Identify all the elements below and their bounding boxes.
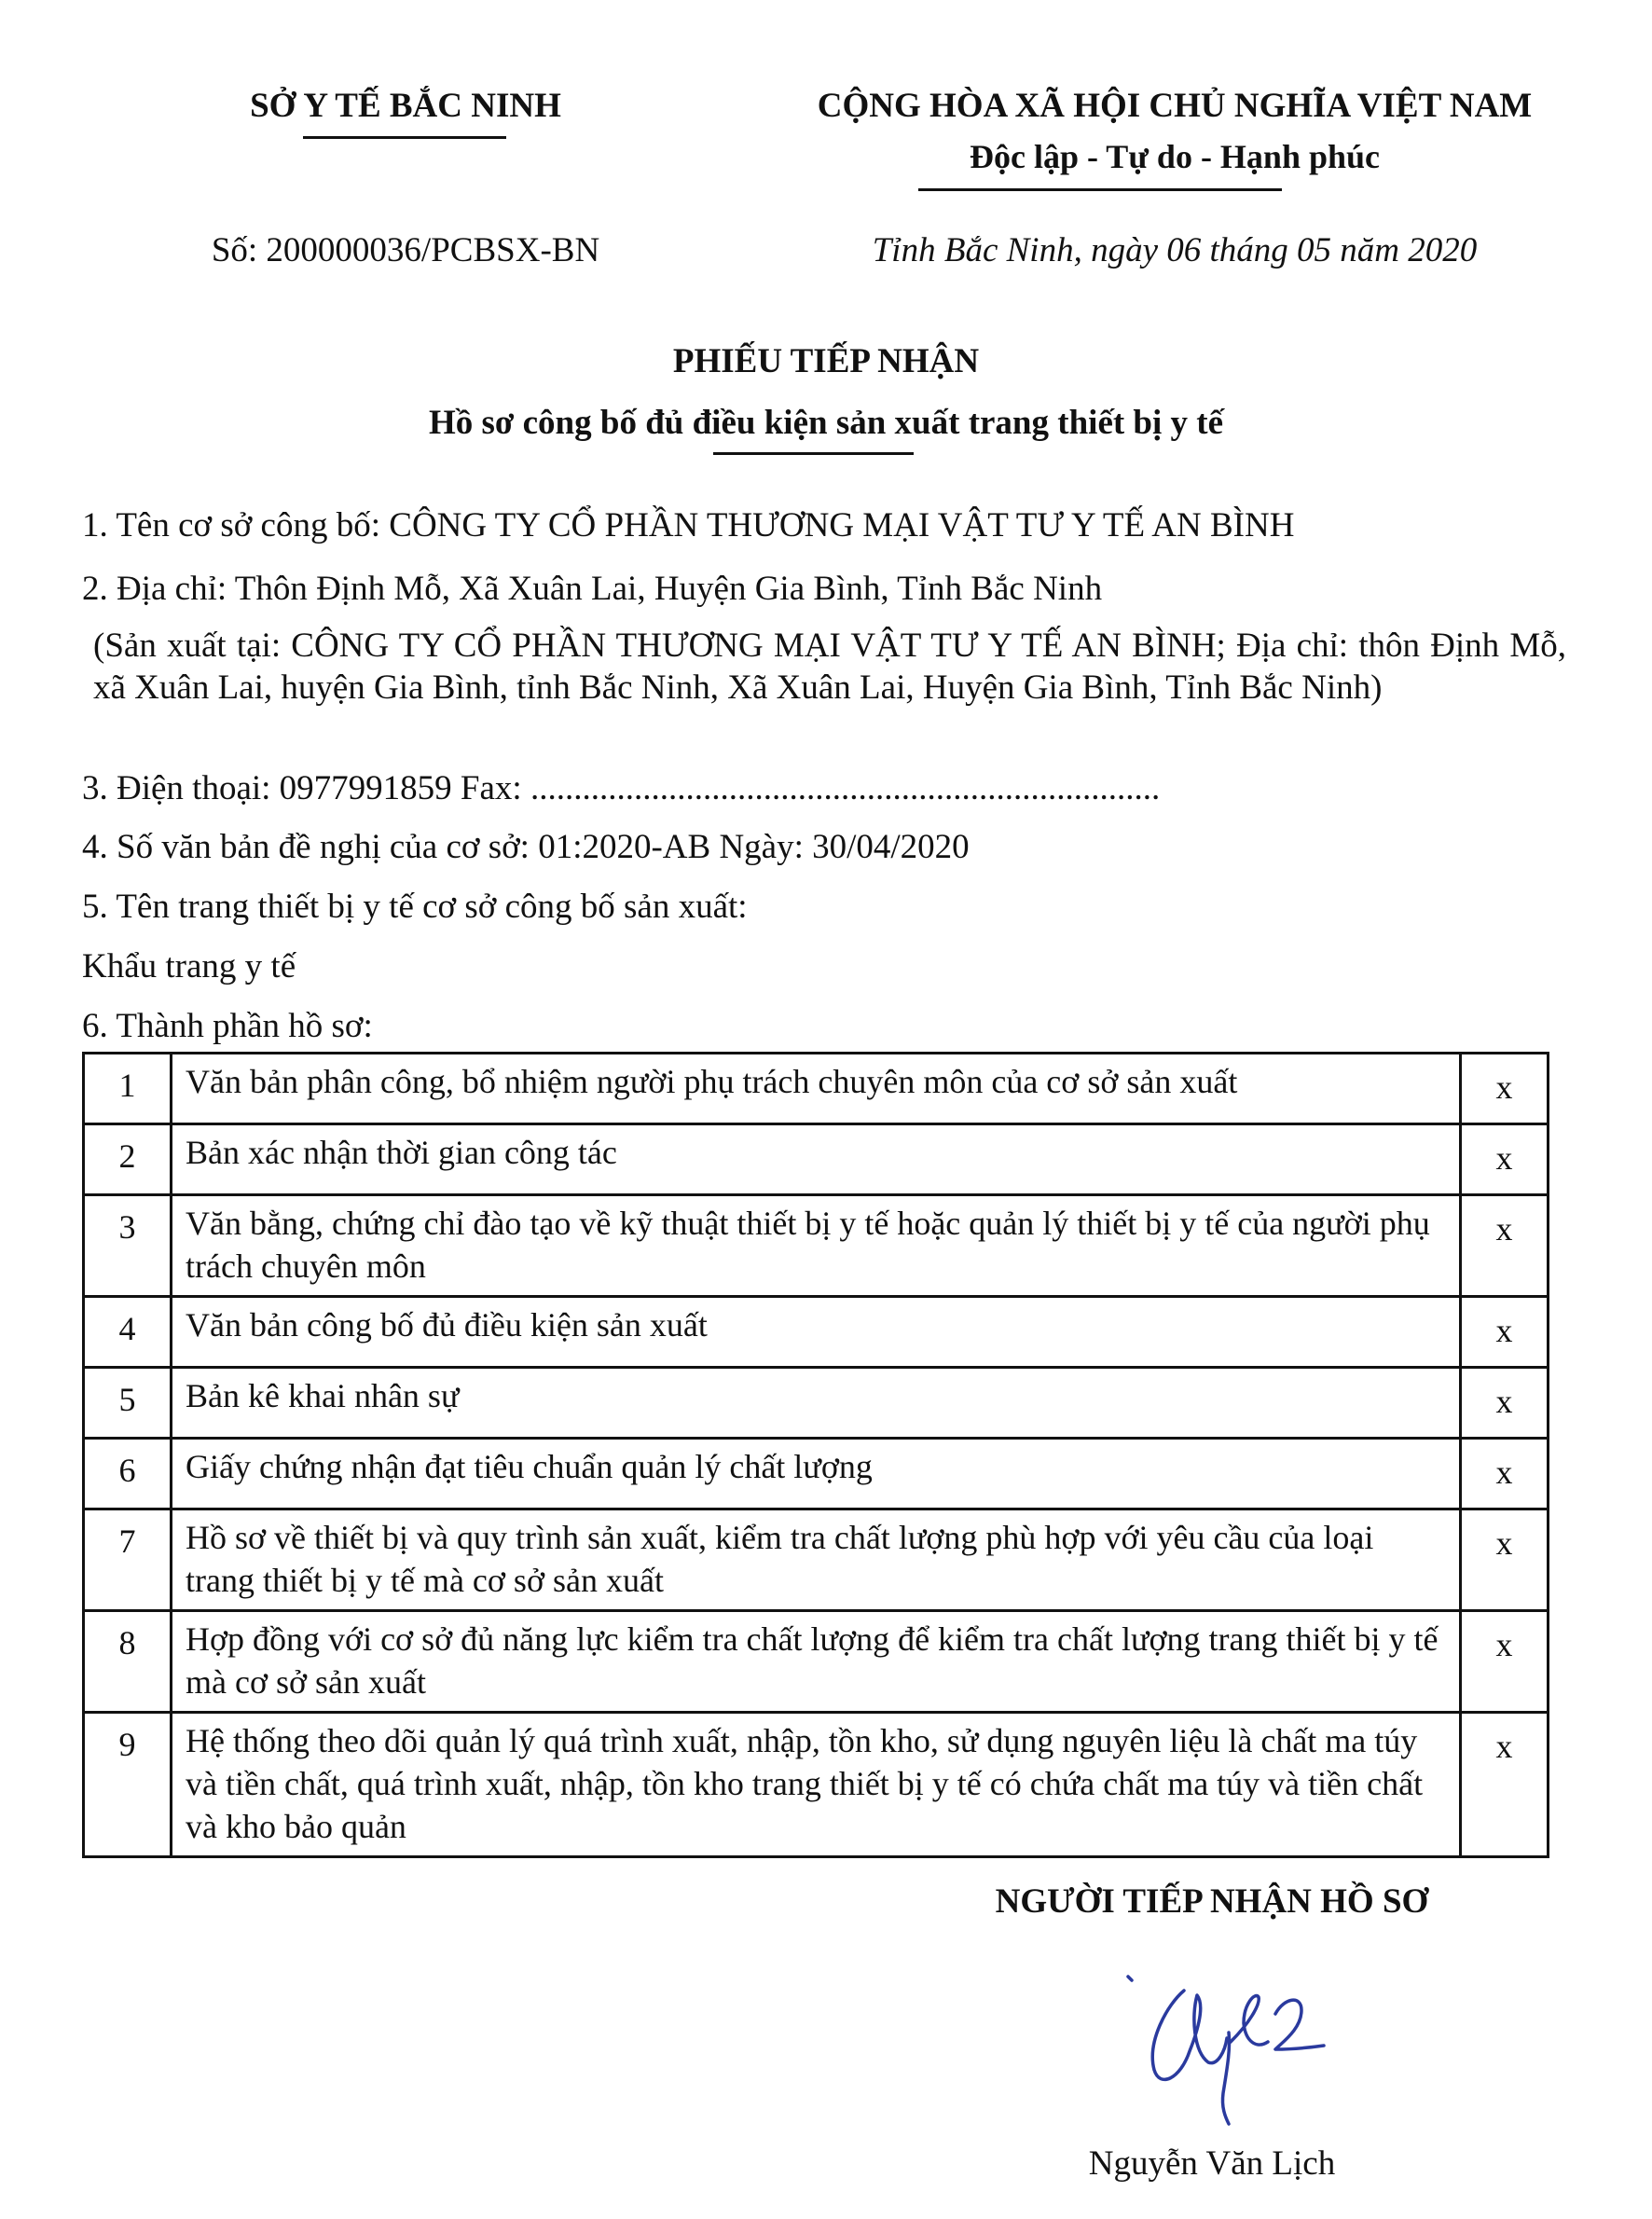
device-name-value: Khẩu trang y tế: [82, 947, 296, 985]
row-number: 6: [84, 1439, 172, 1509]
document-number: Số: 200000036/PCBSX-BN: [211, 231, 600, 269]
facility-address: 2. Địa chỉ: Thôn Định Mỗ, Xã Xuân Lai, Huyện Gia Bình, Tỉnh Bắc Ninh: [82, 570, 1103, 608]
row-description: Bản kê khai nhân sự: [172, 1368, 1461, 1439]
motto: Độc lập - Tự do - Hạnh phúc: [969, 138, 1381, 175]
row-number: 2: [84, 1124, 172, 1195]
agency-underline: [303, 136, 506, 139]
row-description: Bản xác nhận thời gian công tác: [172, 1124, 1461, 1195]
facility-name: 1. Tên cơ sở công bố: CÔNG TY CỔ PHẦN THƯƠNG MẠI VẬT TƯ Y TẾ AN BÌNH: [82, 506, 1295, 544]
row-checkmark: x: [1461, 1195, 1549, 1297]
document-subtitle: Hồ sơ công bố đủ điều kiện sản xuất trang thiết bị y tế: [428, 404, 1224, 442]
row-checkmark: x: [1461, 1054, 1549, 1124]
table-row: [84, 1611, 1549, 1713]
table-row: [84, 1297, 1549, 1368]
device-name-label: 5. Tên trang thiết bị y tế cơ sở công bố sản xuất:: [82, 888, 748, 926]
row-number: 1: [84, 1054, 172, 1124]
table-row: [84, 1509, 1549, 1611]
dossier-components-label: 6. Thành phần hồ sơ:: [82, 1007, 373, 1045]
row-checkmark: x: [1461, 1297, 1549, 1368]
dossier-components-table: [82, 1052, 1549, 1858]
request-document-number: 4. Số văn bản đề nghị của cơ sở: 01:2020-AB Ngày: 30/04/2020: [82, 828, 970, 866]
row-number: 3: [84, 1195, 172, 1297]
contact-phone-fax: 3. Điện thoại: 0977991859 Fax: .........................................................................: [82, 769, 1161, 807]
row-description: Văn bản công bố đủ điều kiện sản xuất: [172, 1297, 1461, 1368]
row-description: Giấy chứng nhận đạt tiêu chuẩn quản lý chất lượng: [172, 1439, 1461, 1509]
row-checkmark: x: [1461, 1124, 1549, 1195]
row-number: 5: [84, 1368, 172, 1439]
table-row: [84, 1124, 1549, 1195]
row-checkmark: x: [1461, 1611, 1549, 1713]
row-number: 8: [84, 1611, 172, 1713]
row-number: 4: [84, 1297, 172, 1368]
receiver-name: Nguyễn Văn Lịch: [1088, 2144, 1336, 2183]
motto-underline: [918, 188, 1282, 191]
table-row: [84, 1054, 1549, 1124]
row-checkmark: x: [1461, 1439, 1549, 1509]
country-name: CỘNG HÒA XÃ HỘI CHỦ NGHĨA VIỆT NAM: [817, 87, 1533, 125]
row-checkmark: x: [1461, 1368, 1549, 1439]
table-row: [84, 1439, 1549, 1509]
row-number: 9: [84, 1713, 172, 1857]
document-title: PHIẾU TIẾP NHẬN: [672, 342, 980, 380]
agency-name: SỞ Y TẾ BẮC NINH: [250, 87, 561, 125]
table-row: [84, 1368, 1549, 1439]
row-description: Hệ thống theo dõi quản lý quá trình xuất, nhập, tồn kho, sử dụng nguyên liệu là chất ma túy và tiền chất, quá trình xuất, nhập, tồn kho trang thiết bị y tế có chứa chất ma túy và tiền chất và kho bảo quản: [172, 1713, 1461, 1857]
receiver-role: NGƯỜI TIẾP NHẬN HỒ SƠ: [995, 1882, 1429, 1921]
row-checkmark: x: [1461, 1713, 1549, 1857]
place-and-date: Tỉnh Bắc Ninh, ngày 06 tháng 05 năm 2020: [872, 231, 1478, 269]
row-description: Hợp đồng với cơ sở đủ năng lực kiểm tra chất lượng để kiểm tra chất lượng trang thiết bị y tế mà cơ sở sản xuất: [172, 1611, 1461, 1713]
subtitle-underline: [713, 452, 914, 455]
row-checkmark: x: [1461, 1509, 1549, 1611]
row-description: Văn bằng, chứng chỉ đào tạo về kỹ thuật thiết bị y tế hoặc quản lý thiết bị y tế của người phụ trách chuyên môn: [172, 1195, 1461, 1297]
table-row: [84, 1713, 1549, 1857]
row-number: 7: [84, 1509, 172, 1611]
table-row: [84, 1195, 1549, 1297]
handwritten-signature: [1119, 1939, 1361, 2135]
row-description: Hồ sơ về thiết bị và quy trình sản xuất, kiểm tra chất lượng phù hợp với yêu cầu của loại trang thiết bị y tế mà cơ sở sản xuất: [172, 1509, 1461, 1611]
signature-strokes: [1128, 1977, 1324, 2124]
production-address-note: (Sản xuất tại: CÔNG TY CỔ PHẦN THƯƠNG MẠI VẬT TƯ Y TẾ AN BÌNH; Địa chỉ: thôn Định Mỗ, xã Xuân Lai, huyện Gia Bình, tỉnh Bắc Ninh, Xã Xuân Lai, Huyện Gia Bình, Tỉnh Bắc Ninh): [93, 627, 1566, 707]
row-description: Văn bản phân công, bổ nhiệm người phụ trách chuyên môn của cơ sở sản xuất: [172, 1054, 1461, 1124]
